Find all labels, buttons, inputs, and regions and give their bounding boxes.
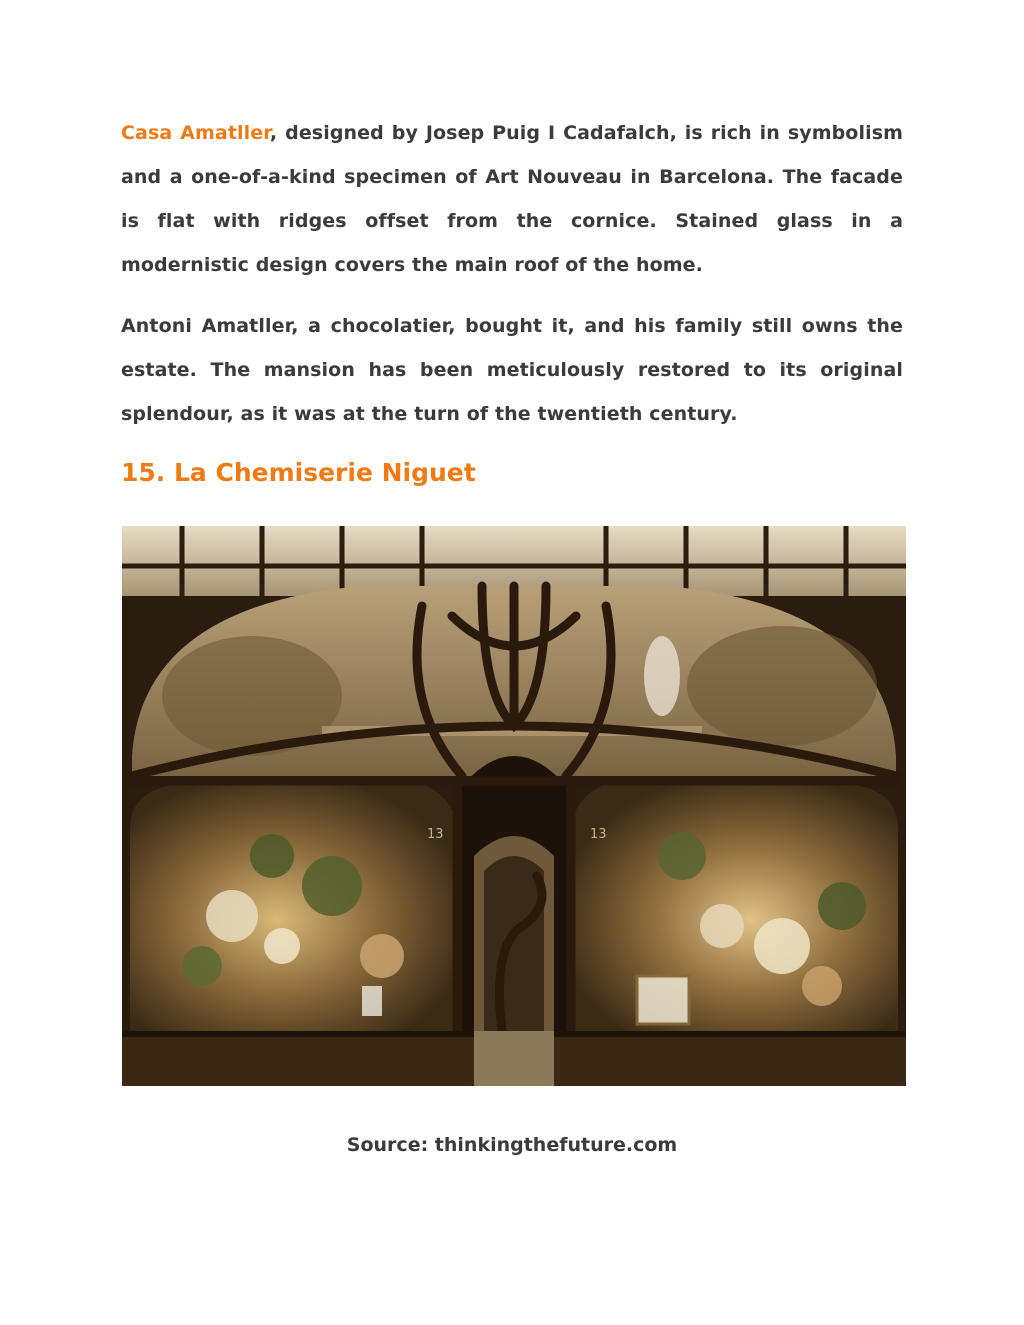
shopfront-photo: [122, 526, 906, 1086]
door-number-left: 13: [427, 827, 444, 842]
section-heading: 15. La Chemiserie Niguet: [121, 458, 476, 487]
casa-amatller-link[interactable]: Casa Amatller: [121, 122, 270, 144]
paragraph-antoni-amatller: Antoni Amatller, a chocolatier, bought it, and his family still owns the estate. The mansion has been meticulously restored to its original splendour, as it was at the turn of the twentieth century.: [121, 315, 903, 425]
door-number-right: 13: [590, 827, 607, 842]
paragraph-casa-amatller: [121, 111, 903, 287]
photo-caption: Source: thinkingthefuture.com: [346, 1134, 678, 1156]
paragraph-1-text: , designed by Josep Puig I Cadafalch, is rich in symbolism and a one-of-a-kind specimen of Art Nouveau in Barcelona. The facade is flat with ridges offset from the cornice. Stained glass in a modernistic design covers the main roof of the home.: [121, 122, 903, 276]
